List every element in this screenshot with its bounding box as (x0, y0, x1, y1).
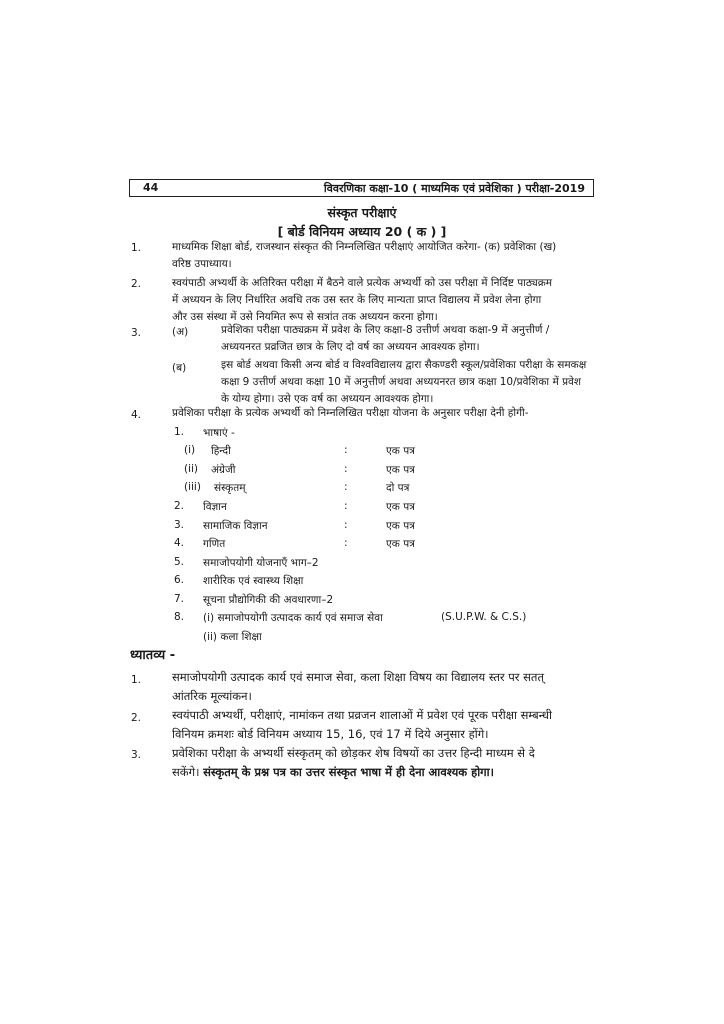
section-title: संस्कृत परीक्षाएं (327, 205, 397, 220)
point-number: 2. (131, 278, 142, 290)
scheme-number: 5. (174, 556, 185, 568)
emphasis-text: संस्कृतम् के प्रश्न पत्र का उत्तर संस्कृत भाषा में ही देना आवश्यक होगा। (203, 765, 494, 779)
separator: : (344, 519, 348, 531)
notes-heading: ध्यातव्य - (130, 648, 176, 663)
note-3-text: प्रवेशिका परीक्षा के अभ्यर्थी संस्कृतम् को छोड़कर शेष विषयों का उत्तर हिन्दी माध्यम से दे सकेंगे। संस्कृतम् के प्रश्न पत्र का उत्तर संस्कृत भाषा में ही देना आवश्यक होगा। (172, 746, 535, 779)
scheme-number: 7. (174, 593, 185, 605)
note-number: 3. (131, 749, 142, 761)
subject-name: समाजोपयोगी योजनाएँ भाग–2 (203, 557, 319, 569)
sub-language-name: संस्कृतम् (214, 482, 246, 494)
note-number: 1. (131, 674, 142, 686)
paper-count: एक पत्र (386, 520, 415, 532)
paper-count: एक पत्र (386, 464, 415, 476)
sub-language-number: (iii) (184, 481, 201, 493)
subject-name: सूचना प्रौद्योगिकी की अवधारणा–2 (203, 594, 334, 606)
note-number: 2. (131, 712, 142, 724)
subject-name: (ii) कला शिक्षा (203, 631, 262, 643)
subject-name: सामाजिक विज्ञान (203, 520, 268, 532)
subject-code: (S.U.P.W. & C.S.) (441, 611, 527, 623)
point-3b-text: इस बोर्ड अथवा किसी अन्य बोर्ड व विश्वविद्यालय द्वारा सैकण्डरी स्कूल/प्रवेशिका परीक्षा के समकक्ष कक्षा 9 उत्तीर्ण अथवा कक्षा 10 में अनुत्तीर्ण अथवा अध्ययनरत छात्र कक्षा 10/प्रवेशिका में प्रवेश के योग्य होगा। उसे एक वर्ष का अध्ययन आवश्यक होगा। (221, 359, 587, 405)
point-4-text: प्रवेशिका परीक्षा के प्रत्येक अभ्यर्थी को निम्नलिखित परीक्षा योजना के अनुसार परीक्षा देनी होगी- (172, 407, 529, 419)
scheme-number: 2. (174, 500, 185, 512)
sub-language-number: (ii) (184, 463, 199, 475)
sub-point-mark: (ब) (172, 362, 187, 374)
sub-point-mark: (अ) (172, 326, 189, 338)
point-number: 1. (131, 242, 142, 254)
sub-language-number: (i) (184, 444, 196, 456)
point-3a-text: प्रवेशिका परीक्षा पाठ्यक्रम में प्रवेश के लिए कक्षा-8 उत्तीर्ण अथवा कक्षा-9 में अनुत्तीर्ण / अध्ययनरत प्रव्रजित छात्र के लिए दो वर्ष का अध्ययन आवश्यक होगा। (221, 324, 550, 353)
paper-count: दो पत्र (386, 482, 410, 494)
separator: : (344, 500, 348, 512)
paper-count: एक पत्र (386, 445, 415, 457)
point-1-text: माध्यमिक शिक्षा बोर्ड, राजस्थान संस्कृत की निम्नलिखित परीक्षाएं आयोजित करेगा- (क) प्रवेशिका (ख) वरिष्ठ उपाध्याय। (172, 241, 557, 270)
point-number: 3. (131, 327, 142, 339)
scheme-languages-label: भाषाएं - (203, 427, 235, 439)
separator: : (344, 444, 348, 456)
separator: : (344, 481, 348, 493)
scheme-number: 6. (174, 574, 185, 586)
separator: : (344, 463, 348, 475)
sub-language-name: अंग्रेजी (211, 464, 236, 476)
subject-name: विज्ञान (203, 501, 227, 513)
paper-count: एक पत्र (386, 501, 415, 513)
scheme-number: 1. (174, 426, 185, 438)
point-2-text: स्वयंपाठी अभ्यर्थी के अतिरिक्त परीक्षा में बैठने वाले प्रत्येक अभ्यर्थी को उस परीक्षा में निर्दिष्ट पाठ्यक्रम में अध्ययन के लिए निर्धारित अवधि तक उस स्तर के लिए मान्यता प्राप्त विद्यालय में प्रवेश लेना होगा और उस संस्था में उसे नियमित रूप से सत्रांत तक अध्ययन करना होगा। (172, 277, 553, 323)
subject-name: (i) समाजोपयोगी उत्पादक कार्य एवं समाज सेवा (203, 612, 383, 624)
point-number: 4. (131, 409, 142, 421)
section-subtitle: [ बोर्ड विनियम अध्याय 20 ( क ) ] (277, 224, 447, 239)
subject-name: शारीरिक एवं स्वास्थ्य शिक्षा (203, 575, 304, 587)
paper-count: एक पत्र (386, 538, 415, 550)
sub-language-name: हिन्दी (211, 445, 231, 457)
scheme-number: 3. (174, 519, 185, 531)
subject-name: गणित (203, 538, 226, 550)
separator: : (344, 537, 348, 549)
page-number: 44 (143, 181, 159, 194)
note-2-text: स्वयंपाठी अभ्यर्थी, परीक्षाएं, नामांकन तथा प्रव्रजन शालाओं में प्रवेश एवं पूरक परीक्षा सम्बन्धी विनियम क्रमशः बोर्ड विनियम अध्याय 15, 16, एवं 17 में दिये अनुसार होंगे। (172, 708, 552, 741)
scheme-number: 4. (174, 537, 185, 549)
page-header (129, 179, 594, 197)
header-title: विवरणिका कक्षा-10 ( माध्यमिक एवं प्रवेशिका ) परीक्षा-2019 (323, 182, 585, 195)
scheme-number: 8. (174, 611, 185, 623)
note-1-text: समाजोपयोगी उत्पादक कार्य एवं समाज सेवा, कला शिक्षा विषय का विद्यालय स्तर पर सतत् आंतरिक मूल्यांकन। (172, 670, 545, 703)
